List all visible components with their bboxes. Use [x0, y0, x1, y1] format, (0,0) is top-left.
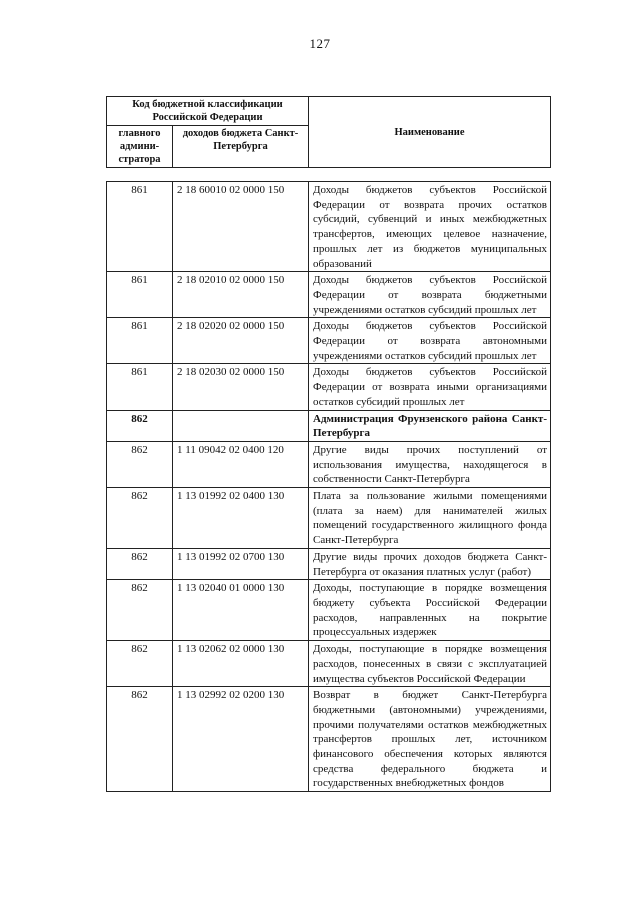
- name-cell: Плата за пользование жилыми помещениями (плата за наем) для нанимателей жилых помещений государственного жилищного фонда Санкт-Петербурга: [309, 488, 551, 549]
- table-row: [107, 318, 551, 364]
- name-cell: Доходы бюджетов субъектов Российской Федерации от возврата автономными учреждениями остатков субсидий прошлых лет: [309, 318, 551, 364]
- name-cell: Другие виды прочих поступлений от использования имущества, находящегося в собственности Санкт-Петербурга: [309, 441, 551, 487]
- table-row: [107, 548, 551, 579]
- income-code-cell: 1 13 01992 02 0400 130: [173, 488, 309, 549]
- admin-code-cell: 862: [107, 410, 173, 441]
- name-cell: Доходы бюджетов субъектов Российской Федерации от возврата прочих остатков субсидий, субвенций и иных межбюджетных трансфертов, имеющих целевое назначение, прошлых лет из бюджетов муниципальных образований: [309, 182, 551, 272]
- admin-code-cell: 861: [107, 364, 173, 410]
- table-row: [107, 488, 551, 549]
- admin-code-cell: 862: [107, 687, 173, 792]
- table-row: [107, 641, 551, 687]
- column-header-admin: главного админи-стратора: [107, 126, 173, 168]
- table-row: [107, 687, 551, 792]
- classification-table: [106, 181, 551, 792]
- column-header-name: Наименование: [309, 97, 551, 168]
- name-cell: Другие виды прочих доходов бюджета Санкт-Петербурга от оказания платных услуг (работ): [309, 548, 551, 579]
- table-row: [107, 441, 551, 487]
- admin-code-cell: 862: [107, 441, 173, 487]
- income-code-cell: 1 13 02992 02 0200 130: [173, 687, 309, 792]
- income-code-cell: 2 18 60010 02 0000 150: [173, 182, 309, 272]
- admin-code-cell: 861: [107, 272, 173, 318]
- admin-code-cell: 862: [107, 641, 173, 687]
- table-row: [107, 410, 551, 441]
- name-cell: Доходы, поступающие в порядке возмещения бюджету субъекта Российской Федерации расходов, направленных на покрытие процессуальных издержек: [309, 580, 551, 641]
- income-code-cell: 1 13 02062 02 0000 130: [173, 641, 309, 687]
- kbk-title: Код бюджетной классификации Российской Федерации: [107, 97, 309, 126]
- name-cell: Доходы, поступающие в порядке возмещения расходов, понесенных в связи с эксплуатацией имущества субъектов Российской Федерации: [309, 641, 551, 687]
- income-code-cell: 1 13 02040 01 0000 130: [173, 580, 309, 641]
- table-row: [107, 364, 551, 410]
- income-code-cell: 1 11 09042 02 0400 120: [173, 441, 309, 487]
- income-code-cell: 2 18 02030 02 0000 150: [173, 364, 309, 410]
- table-row: [107, 182, 551, 272]
- admin-code-cell: 862: [107, 488, 173, 549]
- table-row: [107, 580, 551, 641]
- admin-code-cell: 862: [107, 580, 173, 641]
- page-number: 127: [309, 36, 331, 51]
- income-code-cell: 2 18 02020 02 0000 150: [173, 318, 309, 364]
- column-header-income: доходов бюджета Санкт-Петербурга: [173, 126, 309, 168]
- name-cell: Доходы бюджетов субъектов Российской Федерации от возврата бюджетными учреждениями остатков субсидий прошлых лет: [309, 272, 551, 318]
- admin-code-cell: 861: [107, 182, 173, 272]
- income-code-cell: 1 13 01992 02 0700 130: [173, 548, 309, 579]
- name-cell: Доходы бюджетов субъектов Российской Федерации от возврата иными организациями остатков субсидий прошлых лет: [309, 364, 551, 410]
- table-row: [107, 272, 551, 318]
- admin-code-cell: 862: [107, 548, 173, 579]
- income-code-cell: 2 18 02010 02 0000 150: [173, 272, 309, 318]
- table-body: [107, 182, 551, 792]
- name-cell: Возврат в бюджет Санкт-Петербурга бюджетными (автономными) учреждениями, прочими получателями остатков межбюджетных трансфертов прошлых лет, источником финансового обеспечения которых являются средства федерального бюджета и государственных внебюджетных фондов: [309, 687, 551, 792]
- name-cell: Администрация Фрунзенского района Санкт-Петербурга: [309, 410, 551, 441]
- table-header: [106, 96, 551, 168]
- admin-code-cell: 861: [107, 318, 173, 364]
- income-code-cell: [173, 410, 309, 441]
